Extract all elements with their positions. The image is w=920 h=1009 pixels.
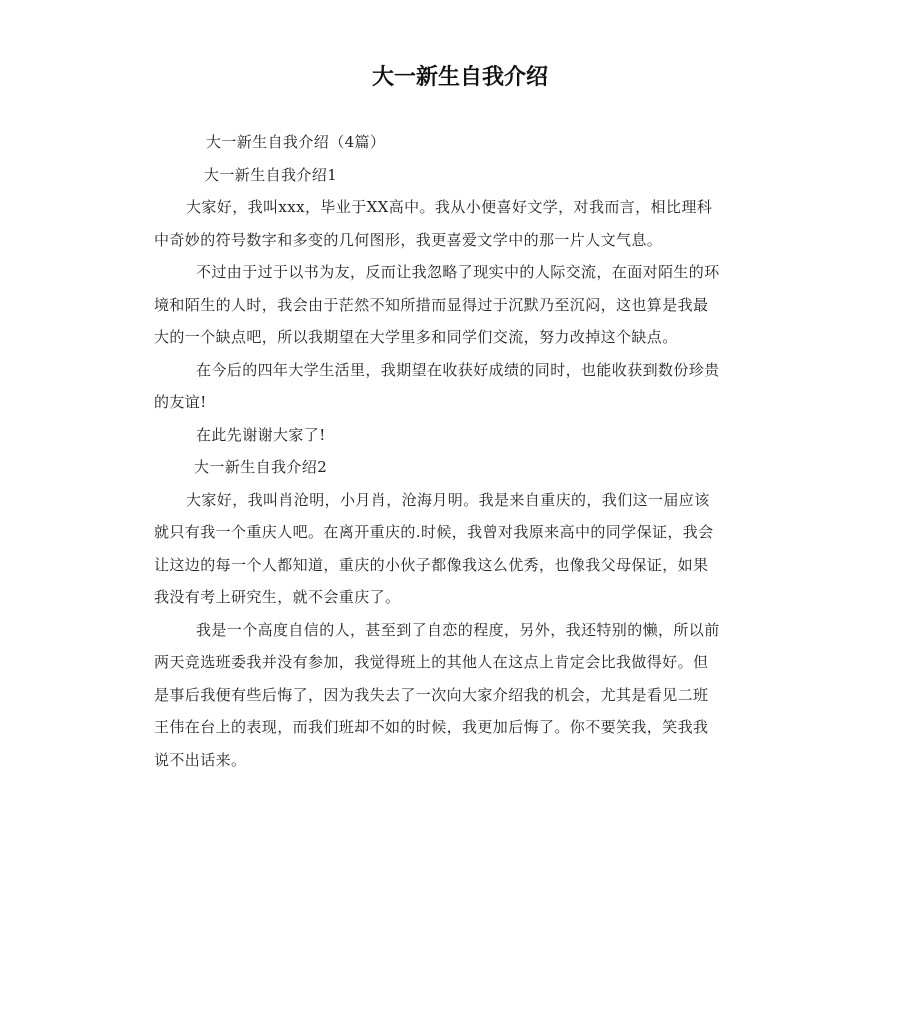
document-title: 大一新生自我介绍 <box>371 65 548 90</box>
paragraph-line: 王伟在台上的表现，而我们班却不如的时候，我更加后悔了。你不要笑我，笑我我 <box>154 718 709 736</box>
paragraph-line: 的友谊! <box>154 393 207 411</box>
paragraph-line: 在今后的四年大学生活里，我期望在收获好成绩的同时，也能收获到数份珍贵 <box>196 360 720 379</box>
paragraph-line: 是事后我便有些后悔了，因为我失去了一次向大家介绍我的机会，尤其是看见二班 <box>154 685 709 704</box>
paragraph-line: 在此先谢谢大家了! <box>196 425 326 444</box>
section-heading-2: 大一新生自我介绍2 <box>194 458 328 476</box>
collection-heading: 大一新生自我介绍（4篇） <box>206 133 386 151</box>
paragraph-line: 两天竞选班委我并没有参加，我觉得班上的其他人在这点上肯定会比我做得好。但 <box>154 653 709 671</box>
document-body <box>154 126 764 776</box>
paragraph-line: 大家好，我叫xxx，毕业于XX高中。我从小便喜好文学，对我而言，相比理科 <box>186 198 713 216</box>
paragraph-line: 我是一个高度自信的人，甚至到了自恋的程度，另外，我还特别的懒，所以前 <box>196 620 720 639</box>
paragraph-line: 我没有考上研究生，就不会重庆了。 <box>154 588 401 606</box>
paragraph-line: 中奇妙的符号数字和多变的几何图形，我更喜爱文学中的那一片人文气息。 <box>154 230 663 249</box>
paragraph-line: 大家好，我叫肖沧明，小月肖，沧海月明。我是来自重庆的，我们这一届应该 <box>186 490 710 509</box>
paragraph-line: 大的一个缺点吧，所以我期望在大学里多和同学们交流，努力改掉这个缺点。 <box>154 328 678 346</box>
paragraph-line: 境和陌生的人时，我会由于茫然不知所措而显得过于沉默乃至沉闷，这也算是我最 <box>154 295 709 314</box>
paragraph-line: 让这边的每一个人都知道，重庆的小伙子都像我这么优秀，也像我父母保证，如果 <box>154 555 709 574</box>
section-heading-1: 大一新生自我介绍1 <box>204 165 338 184</box>
paragraph-line: 就只有我一个重庆人吧。在离开重庆的.时候，我曾对我原来高中的同学保证，我会 <box>154 523 714 541</box>
paragraph-line: 说不出话来。 <box>154 750 247 769</box>
paragraph-line: 不过由于过于以书为友，反而让我忽略了现实中的人际交流，在面对陌生的环 <box>196 263 720 281</box>
